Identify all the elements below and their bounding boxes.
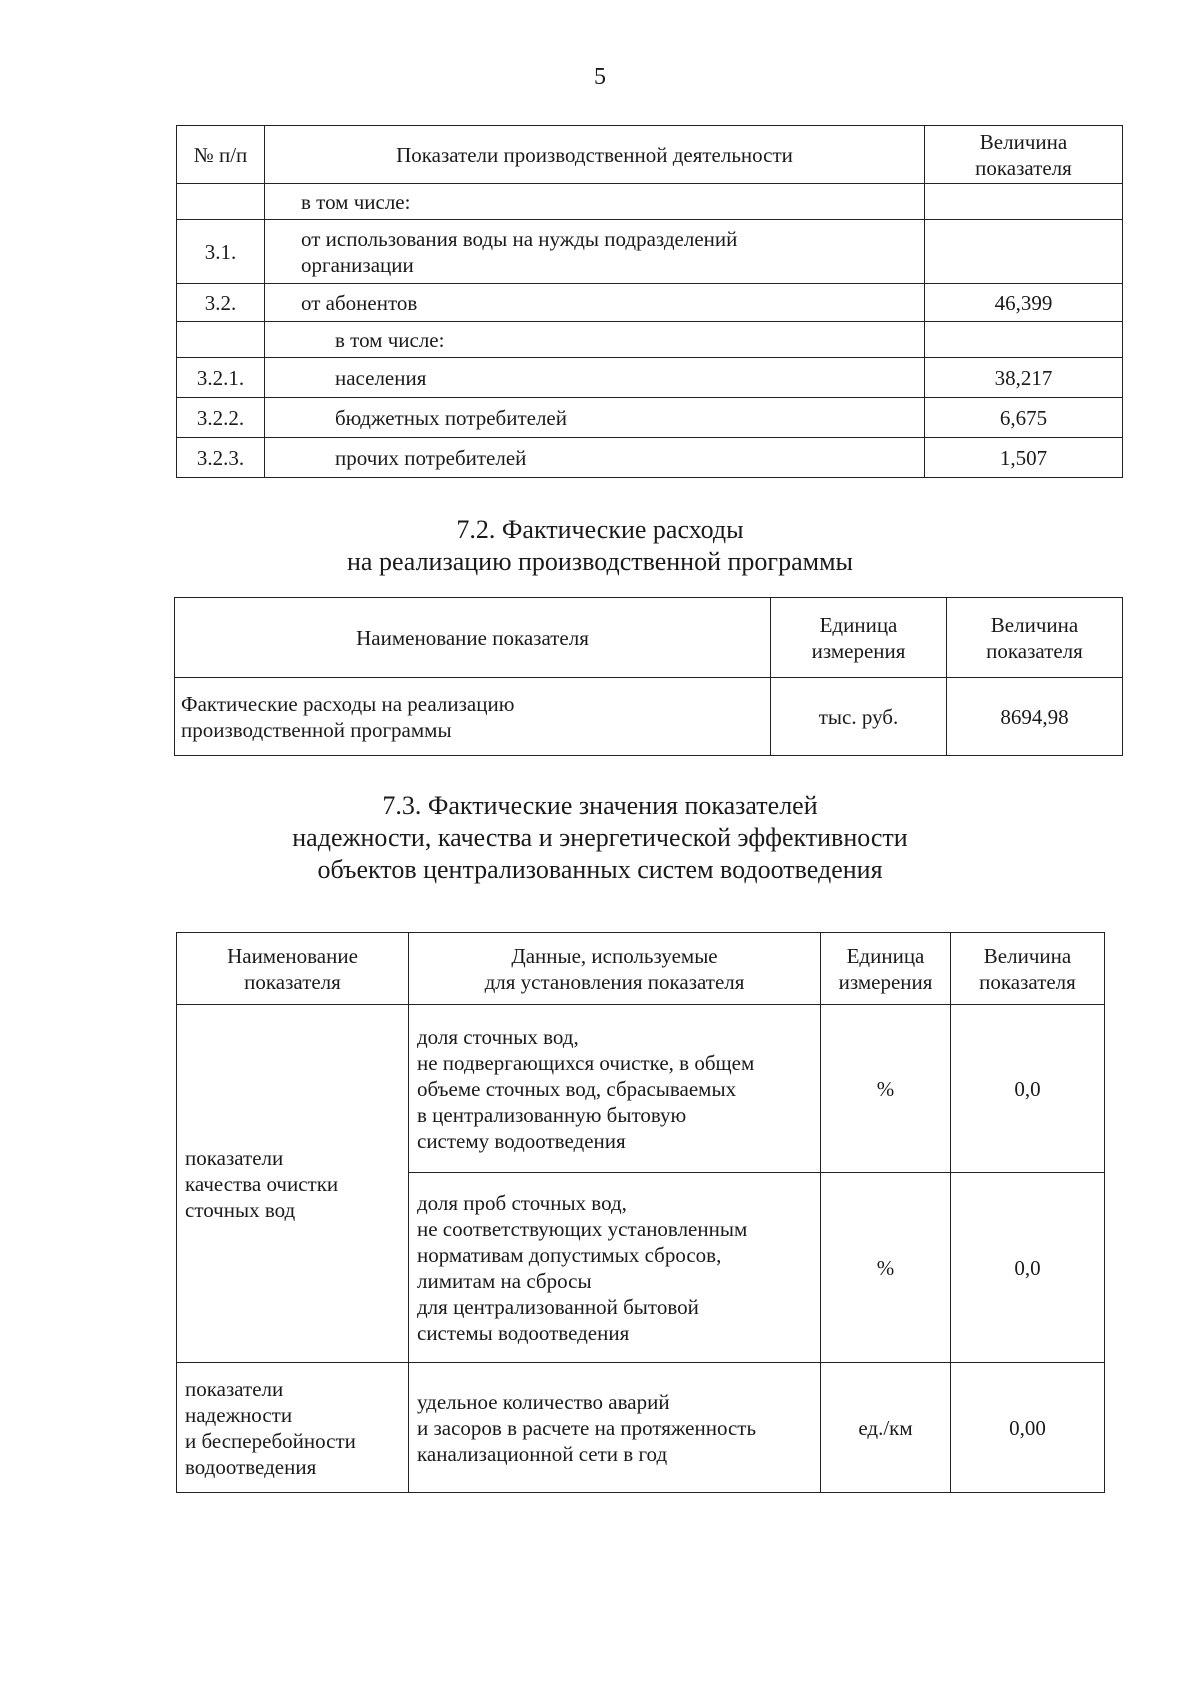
header-value: Величина показателя — [925, 126, 1123, 184]
group-name-reliability: показатели надежности и бесперебойности водоотведения — [177, 1363, 409, 1493]
row-data: доля сточных вод, не подвергающихся очистке, в общем объеме сточных вод, сбрасываемых в централизованную бытовую систему водоотведения — [409, 1005, 821, 1173]
row-num: 3.2.3. — [177, 438, 265, 478]
row-name: от абонентов — [265, 284, 925, 322]
table-header-row — [177, 933, 1105, 1005]
section-title-7-3: 7.3. Фактические значения показателей надежности, качества и энергетической эффективности объектов централизованных систем водоотведения — [292, 791, 908, 884]
row-name: от использования воды на нужды подразделений организации — [265, 220, 925, 284]
header-value: Величина показателя — [951, 933, 1105, 1005]
row-value: 1,507 — [925, 438, 1123, 478]
row-name: Фактические расходы на реализацию производственной программы — [175, 678, 771, 756]
row-name: прочих потребителей — [265, 438, 925, 478]
row-value: 0,0 — [951, 1173, 1105, 1363]
row-data: доля проб сточных вод, не соответствующих установленным нормативам допустимых сбросов, лимитам на сбросы для централизованной бытовой системы водоотведения — [409, 1173, 821, 1363]
row-value: 8694,98 — [947, 678, 1123, 756]
row-num: 3.2.2. — [177, 398, 265, 438]
row-unit: тыс. руб. — [771, 678, 947, 756]
row-value: 6,675 — [925, 398, 1123, 438]
row-value — [925, 322, 1123, 358]
header-indicator-name: Наименование показателя — [175, 598, 771, 678]
row-num — [177, 184, 265, 220]
row-name: в том числе: — [265, 184, 925, 220]
table-row — [177, 284, 1123, 322]
table-header-row — [177, 126, 1123, 184]
header-unit: Единица измерения — [821, 933, 951, 1005]
header-unit: Единица измерения — [771, 598, 947, 678]
table-row — [177, 358, 1123, 398]
header-data: Данные, используемые для установления показателя — [409, 933, 821, 1005]
row-value: 38,217 — [925, 358, 1123, 398]
table-row — [177, 322, 1123, 358]
table-row — [177, 1005, 1105, 1173]
row-value: 0,0 — [951, 1005, 1105, 1173]
row-unit: % — [821, 1005, 951, 1173]
row-name: бюджетных потребителей — [265, 398, 925, 438]
row-num: 3.1. — [177, 220, 265, 284]
row-value — [925, 220, 1123, 284]
table-row — [177, 220, 1123, 284]
row-unit: % — [821, 1173, 951, 1363]
row-value — [925, 184, 1123, 220]
row-num: 3.2. — [177, 284, 265, 322]
header-indicator-name: Наименование показателя — [177, 933, 409, 1005]
page-number: 5 — [594, 64, 606, 90]
production-indicators-table — [176, 125, 1123, 478]
table-row — [177, 398, 1123, 438]
row-num — [177, 322, 265, 358]
row-num: 3.2.1. — [177, 358, 265, 398]
row-name: в том числе: — [265, 322, 925, 358]
group-name-treatment-quality: показатели качества очистки сточных вод — [177, 1005, 409, 1363]
table-row — [175, 678, 1123, 756]
row-unit: ед./км — [821, 1363, 951, 1493]
row-value: 46,399 — [925, 284, 1123, 322]
row-value: 0,00 — [951, 1363, 1105, 1493]
header-value: Величина показателя — [947, 598, 1123, 678]
table-row — [177, 184, 1123, 220]
section-title-7-2: 7.2. Фактические расходы на реализацию производственной программы — [346, 515, 853, 576]
header-num: № п/п — [177, 126, 265, 184]
row-name: населения — [265, 358, 925, 398]
header-indicator: Показатели производственной деятельности — [265, 126, 925, 184]
actual-expenses-table — [174, 597, 1123, 756]
row-data: удельное количество аварий и засоров в расчете на протяженность канализационной сети в год — [409, 1363, 821, 1493]
reliability-indicators-table — [176, 932, 1105, 1493]
table-header-row — [175, 598, 1123, 678]
table-row — [177, 438, 1123, 478]
table-row — [177, 1363, 1105, 1493]
